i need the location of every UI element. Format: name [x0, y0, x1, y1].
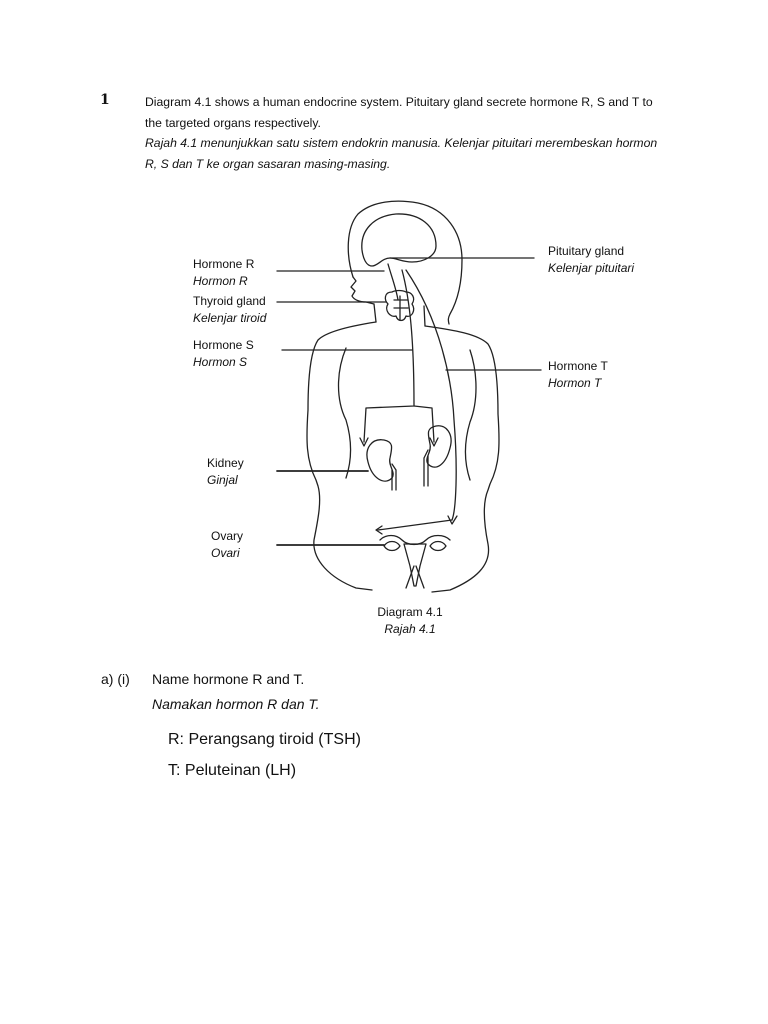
- question-stem-malay: Rajah 4.1 menunjukkan satu sistem endokrin manusia. Kelenjar pituitari merembeskan hormon R, S dan T ke organ sasaran masing-masing.: [145, 136, 658, 171]
- arm-left: [339, 348, 351, 478]
- hormone-r-label-en: Hormone R: [193, 257, 255, 271]
- ovary-label-ms: Ovari: [211, 546, 240, 560]
- question-stem-english: Diagram 4.1 shows a human endocrine system. Pituitary gland secrete hormone R, S and T to the targeted organs respectively.: [145, 95, 653, 130]
- neck-right: [424, 306, 425, 326]
- diagram-caption-ms: Rajah 4.1: [384, 622, 436, 636]
- question-number: 1: [100, 92, 110, 108]
- answer-t: T: Peluteinan (LH): [168, 762, 297, 779]
- hormone-t-label-en: Hormone T: [548, 359, 608, 373]
- neck-left: [374, 304, 376, 322]
- hormone-r-label-ms: Hormon R: [193, 274, 248, 288]
- ovary-label-en: Ovary: [211, 529, 244, 543]
- hormone-t-label: [548, 358, 608, 392]
- thyroid-label-ms: Kelenjar tiroid: [193, 311, 267, 325]
- face-profile: [351, 277, 374, 304]
- diagram-caption: [370, 604, 450, 638]
- right-kidney: [424, 426, 451, 486]
- hormone-s-path: [364, 270, 414, 442]
- hormone-s-label: [193, 337, 254, 371]
- left-kidney: [367, 440, 396, 490]
- kidney-label-ms: Ginjal: [207, 473, 238, 487]
- part-a-question-en: Name hormone R and T.: [152, 671, 305, 687]
- part-a-number: a) (i): [101, 671, 130, 687]
- part-a-question-ms: Namakan hormon R dan T.: [152, 696, 320, 712]
- kidney-label: [207, 455, 244, 489]
- diagram-caption-en: Diagram 4.1: [377, 605, 443, 619]
- pituitary-label-en: Pituitary gland: [548, 244, 625, 258]
- thyroid-gland: [385, 291, 413, 321]
- ovary-label: [211, 528, 243, 562]
- hormone-s-label-ms: Hormon S: [193, 355, 248, 369]
- body-right: [425, 326, 499, 592]
- hormone-r-path: [388, 264, 398, 300]
- thyroid-label: [193, 293, 266, 327]
- hormone-s-label-en: Hormone S: [193, 338, 254, 352]
- answer-r: R: Perangsang tiroid (TSH): [168, 731, 361, 748]
- ovary-uterus: [380, 536, 450, 589]
- hormone-s-branch: [414, 406, 434, 442]
- kidney-label-en: Kidney: [207, 456, 244, 470]
- hormone-t-label-ms: Hormon T: [548, 376, 602, 390]
- thyroid-label-en: Thyroid gland: [193, 294, 266, 308]
- hormone-r-label: [193, 256, 254, 290]
- hormone-t-ovary-path: [378, 520, 452, 530]
- pituitary-label-ms: Kelenjar pituitari: [548, 261, 635, 275]
- pituitary-label: [548, 243, 634, 277]
